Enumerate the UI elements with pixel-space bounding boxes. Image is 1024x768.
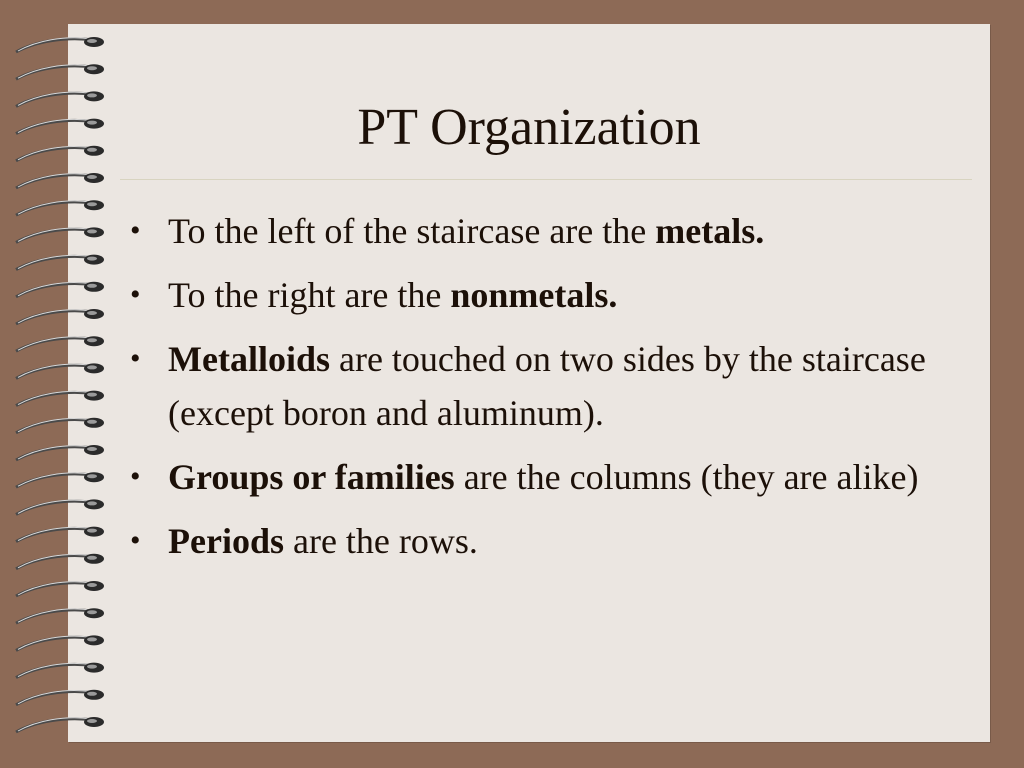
bullet-marker: •	[130, 214, 141, 247]
spiral-ring	[16, 472, 104, 487]
spiral-ring	[16, 91, 104, 106]
spiral-ring	[16, 499, 104, 514]
bullet-item	[130, 204, 970, 258]
bullet-bold-text: nonmetals.	[450, 275, 618, 315]
spiral-ring	[16, 146, 104, 161]
spiral-ring	[16, 119, 104, 134]
bullet-item	[130, 268, 970, 322]
spiral-binding-icon	[14, 28, 114, 744]
spiral-ring	[16, 581, 104, 596]
bullet-text: are the columns (they are alike)	[454, 457, 919, 497]
bullet-text: are touched on two sides by the staircase (except boron and aluminum).	[168, 339, 926, 433]
spiral-ring	[16, 363, 104, 378]
bullet-bold-text: metals.	[655, 211, 765, 251]
spiral-ring	[16, 64, 104, 79]
spiral-ring	[16, 663, 104, 678]
spiral-ring	[16, 418, 104, 433]
bullet-bold-text: Metalloids	[168, 339, 330, 379]
spiral-ring	[16, 255, 104, 270]
spiral-ring	[16, 608, 104, 623]
slide-title: PT Organization	[357, 99, 701, 156]
bullet-marker: •	[130, 460, 141, 493]
spiral-ring	[16, 391, 104, 406]
spiral-ring	[16, 717, 104, 732]
bullet-marker: •	[130, 342, 141, 375]
bullet-text: are the rows.	[283, 521, 478, 561]
spiral-ring	[16, 635, 104, 650]
spiral-ring	[16, 200, 104, 215]
bullet-text: To the right are the	[168, 275, 451, 315]
bullet-text: To the left of the staircase are the	[168, 211, 656, 251]
spiral-ring	[16, 173, 104, 188]
bullet-item	[130, 450, 970, 504]
spiral-ring	[16, 336, 104, 351]
spiral-ring	[16, 309, 104, 324]
bullet-marker: •	[130, 524, 141, 557]
bullet-list	[130, 204, 970, 578]
bullet-bold-text: Periods	[168, 521, 284, 561]
spiral-ring	[16, 445, 104, 460]
spiral-ring	[16, 282, 104, 297]
bullet-item	[130, 332, 970, 440]
slide-page	[68, 24, 990, 742]
bullet-item	[130, 514, 970, 568]
spiral-ring	[16, 37, 104, 52]
spiral-ring	[16, 527, 104, 542]
spiral-ring	[16, 227, 104, 242]
bullet-marker: •	[130, 278, 141, 311]
spiral-ring	[16, 690, 104, 705]
title-divider	[120, 179, 972, 180]
spiral-ring	[16, 554, 104, 569]
bullet-bold-text: Groups or families	[168, 457, 455, 497]
